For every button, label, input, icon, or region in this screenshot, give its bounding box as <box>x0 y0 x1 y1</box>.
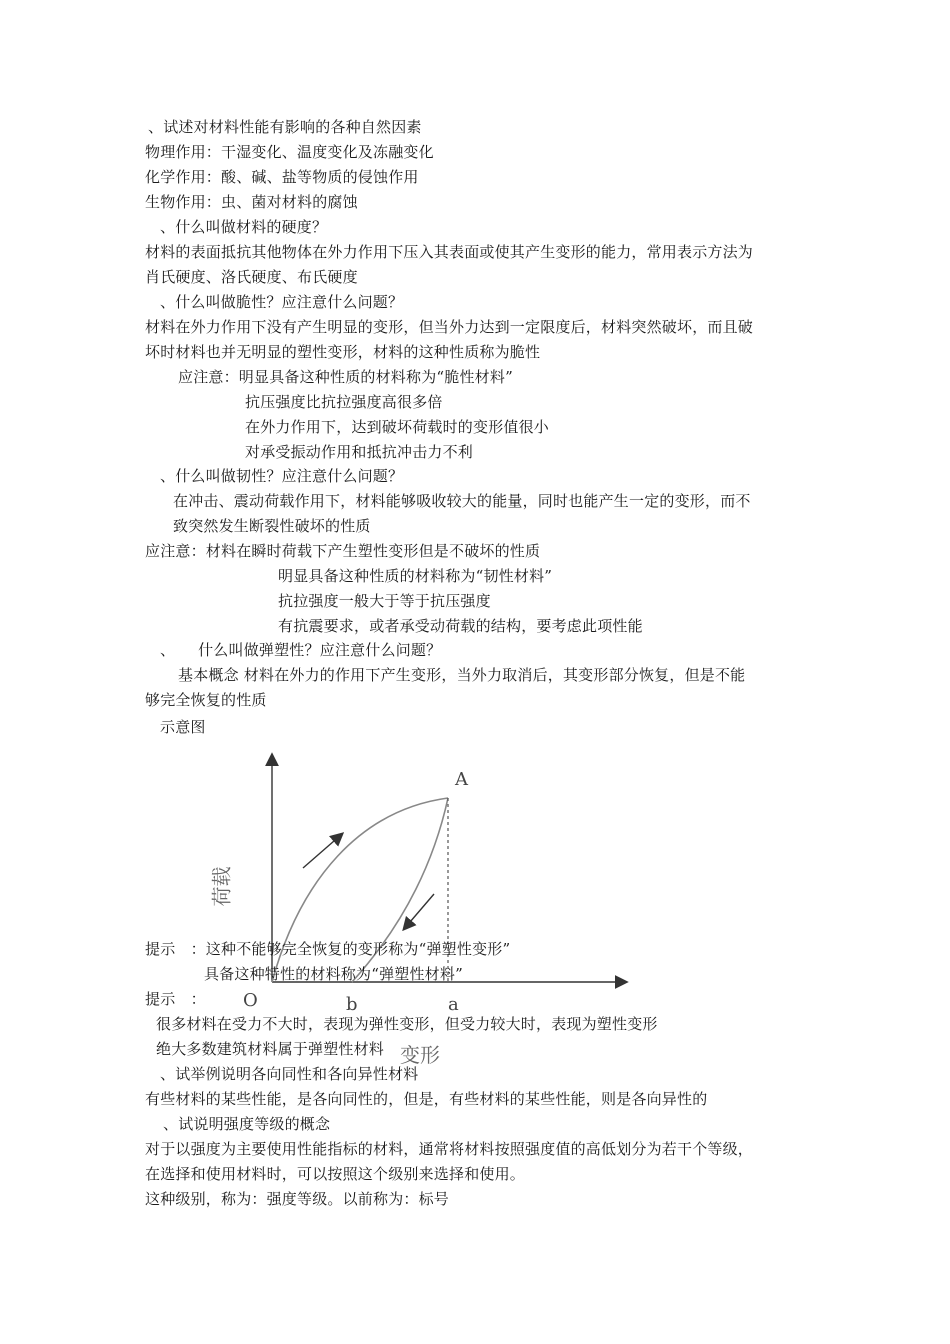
label-point-a: a <box>448 994 459 1015</box>
text-brittleness-2: 坏时材料也并无明显的塑性变形，材料的这种性质称为脆性 <box>145 343 541 361</box>
heading-hardness: 、什么叫做材料的硬度？ <box>160 218 328 236</box>
text-elastoplastic-2: 够完全恢复的性质 <box>145 691 267 709</box>
text-toughness-note-2: 抗拉强度一般大于等于抗压强度 <box>278 592 491 610</box>
text-hint-1: 提示 ：这种不能够完全恢复的变形称为“弹塑性变形” <box>145 940 511 958</box>
text-toughness-note-1: 明显具备这种性质的材料称为“韧性材料” <box>278 567 553 585</box>
text-biological: 生物作用：虫、菌对材料的腐蚀 <box>145 193 358 211</box>
label-point-A: A <box>455 769 468 790</box>
text-hardness-1: 材料的表面抵抗其他物体在外力作用下压入其表面或使其产生变形的能力，常用表示方法为 <box>145 243 754 261</box>
text-brittleness-note-3: 对承受振动作用和抵抗冲击力不利 <box>245 443 474 461</box>
heading-elastoplastic: 、 什么叫做弹塑性？应注意什么问题？ <box>160 641 442 659</box>
text-toughness-2: 致突然发生断裂性破坏的性质 <box>173 517 371 535</box>
text-toughness-note: 应注意：材料在瞬时荷载下产生塑性变形但是不破坏的性质 <box>145 542 541 560</box>
text-chemical: 化学作用：酸、碱、盐等物质的侵蚀作用 <box>145 168 419 186</box>
text-brittleness-note-2: 在外力作用下，达到破坏荷载时的变形值很小 <box>245 418 550 436</box>
heading-toughness: 、什么叫做韧性？应注意什么问题？ <box>160 467 404 485</box>
text-isotropy: 有些材料的某些性能，是各向同性的，但是，有些材料的某些性能，则是各向异性的 <box>145 1090 708 1108</box>
heading-natural-factors: 、试述对材料性能有影响的各种自然因素 <box>148 118 422 136</box>
text-hardness-2: 肖氏硬度、洛氏硬度、布氏硬度 <box>145 268 358 286</box>
text-toughness-note-3: 有抗震要求，或者承受动荷载的结构，要考虑此项性能 <box>278 617 643 635</box>
text-brittleness-note: 应注意：明显具备这种性质的材料称为“脆性材料” <box>178 368 513 386</box>
label-point-b: b <box>346 994 358 1015</box>
text-brittleness-1: 材料在外力作用下没有产生明显的变形，但当外力达到一定限度后，材料突然破坏，而且破 <box>145 318 754 336</box>
text-strength-3: 这种级别，称为：强度等级。以前称为：标号 <box>145 1190 450 1208</box>
text-elastoplastic-1: 基本概念 材料在外力的作用下产生变形，当外力取消后，其变形部分恢复，但是不能 <box>178 666 746 684</box>
heading-isotropy: 、试举例说明各向同性和各向异性材料 <box>160 1065 419 1083</box>
label-origin: O <box>243 990 258 1011</box>
text-strength-1: 对于以强度为主要使用性能指标的材料，通常将材料按照强度值的高低划分为若干个等级， <box>145 1140 754 1158</box>
x-axis-label: 变形 <box>400 1043 440 1067</box>
text-brittleness-note-1: 抗压强度比抗拉强度高很多倍 <box>245 393 443 411</box>
heading-brittleness: 、什么叫做脆性？应注意什么问题？ <box>160 293 404 311</box>
text-physical: 物理作用：干湿变化、温度变化及冻融变化 <box>145 143 434 161</box>
unloading-arrow <box>404 894 434 929</box>
loading-arrow <box>303 834 342 868</box>
text-hint-2a: 很多材料在受力不大时，表现为弹性变形，但受力较大时，表现为塑性变形 <box>156 1015 658 1033</box>
text-strength-2: 在选择和使用材料时，可以按照这个级别来选择和使用。 <box>145 1165 526 1183</box>
text-hint-2: 提示 ： <box>145 990 206 1008</box>
text-diagram-caption: 示意图 <box>160 718 206 736</box>
text-hint-1b: 具备这种特性的材料称为“弹塑性材料” <box>204 965 463 983</box>
text-toughness-1: 在冲击、震动荷载作用下，材料能够吸收较大的能量，同时也能产生一定的变形，而不 <box>173 492 751 510</box>
heading-strength-grade: 、试说明强度等级的概念 <box>163 1115 331 1133</box>
y-axis-label: 荷载 <box>209 866 234 907</box>
text-hint-2b: 绝大多数建筑材料属于弹塑性材料 <box>156 1040 385 1058</box>
